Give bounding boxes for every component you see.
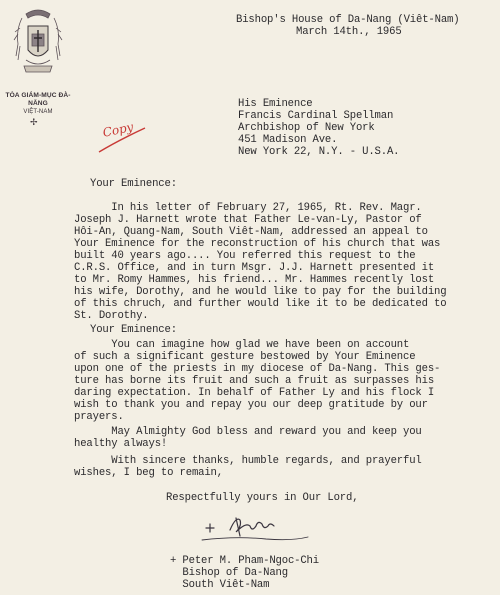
paragraph-line: St. Dorothy.	[74, 310, 149, 322]
paragraph-line: his wife, Dorothy, and he would like to pay for the building	[74, 286, 447, 298]
org-name: TÒA GIÁM-MỤC ĐÀ-NẴNG	[5, 92, 71, 107]
closing: Respectfully yours in Our Lord,	[166, 492, 359, 504]
salutation-2: Your Eminence:	[90, 324, 177, 336]
paragraph-line: Hôi-An, Quang-Nam, South Viêt-Nam, addressed an appeal to	[74, 226, 428, 238]
recipient-line: New York 22, N.Y. - U.S.A.	[238, 146, 400, 158]
paragraph-line: of such a significant gesture bestowed by Your Eminence	[74, 351, 416, 363]
signature-line: Bishop of Da-Nang	[170, 567, 288, 579]
letterhead-cross-icon: ✢	[30, 118, 38, 128]
header-place: Bishop's House of Da-Nang (Viêt-Nam)	[236, 14, 460, 26]
letterhead-org	[2, 92, 74, 116]
paragraph-line: upon one of the priests in my diocese of Da-Nang. This ges-	[74, 363, 441, 375]
signature-line: + Peter M. Pham-Ngoc-Chi	[170, 555, 319, 567]
paragraph-line: healthy always!	[74, 438, 168, 450]
recipient-line: Archbishop of New York	[238, 122, 375, 134]
episcopal-crest-icon	[12, 4, 64, 82]
paragraph-line: daring expectation. In behalf of Father Ly and his flock I	[74, 387, 435, 399]
paragraph-line: You can imagine how glad we have been on account	[74, 339, 410, 351]
paragraph-line: prayers.	[74, 411, 124, 423]
recipient-line: 451 Madison Ave.	[238, 134, 338, 146]
header-date: March 14th., 1965	[296, 26, 402, 38]
paragraph-line: May Almighty God bless and reward you and keep you	[74, 426, 422, 438]
paragraph-line: With sincere thanks, humble regards, and prayerful	[74, 455, 422, 467]
paragraph-line: In his letter of February 27, 1965, Rt. Rev. Magr.	[74, 202, 422, 214]
recipient-line: His Eminence	[238, 98, 313, 110]
org-country: VIỆT-NAM	[23, 109, 53, 115]
paragraph-line: built 40 years ago.... You referred this request to the	[74, 250, 416, 262]
paragraph-line: C.R.S. Office, and in turn Msgr. J.J. Harnett presented it	[74, 262, 435, 274]
handwritten-signature	[196, 506, 314, 548]
salutation: Your Eminence:	[90, 178, 177, 190]
signature-line: South Viêt-Nam	[170, 579, 270, 591]
paragraph-line: to Mr. Romy Hammes, his friend... Mr. Hammes recently lost	[74, 274, 435, 286]
paragraph-line: ture has borne its fruit and such a fruit as surpasses his	[74, 375, 435, 387]
paragraph-line: Your Eminence for the reconstruction of his church that was	[74, 238, 441, 250]
copy-stamp-text: Copy	[101, 119, 135, 140]
copy-stamp	[97, 118, 149, 154]
recipient-line: Francis Cardinal Spellman	[238, 110, 394, 122]
paragraph-line: wish to thank you and repay you our deep gratitude by our	[74, 399, 428, 411]
paragraph-line: of this chruch, and further would like it to be dedicated to	[74, 298, 447, 310]
paragraph-line: wishes, I beg to remain,	[74, 467, 223, 479]
paragraph-line: Joseph J. Harnett wrote that Father Le-van-Ly, Pastor of	[74, 214, 422, 226]
